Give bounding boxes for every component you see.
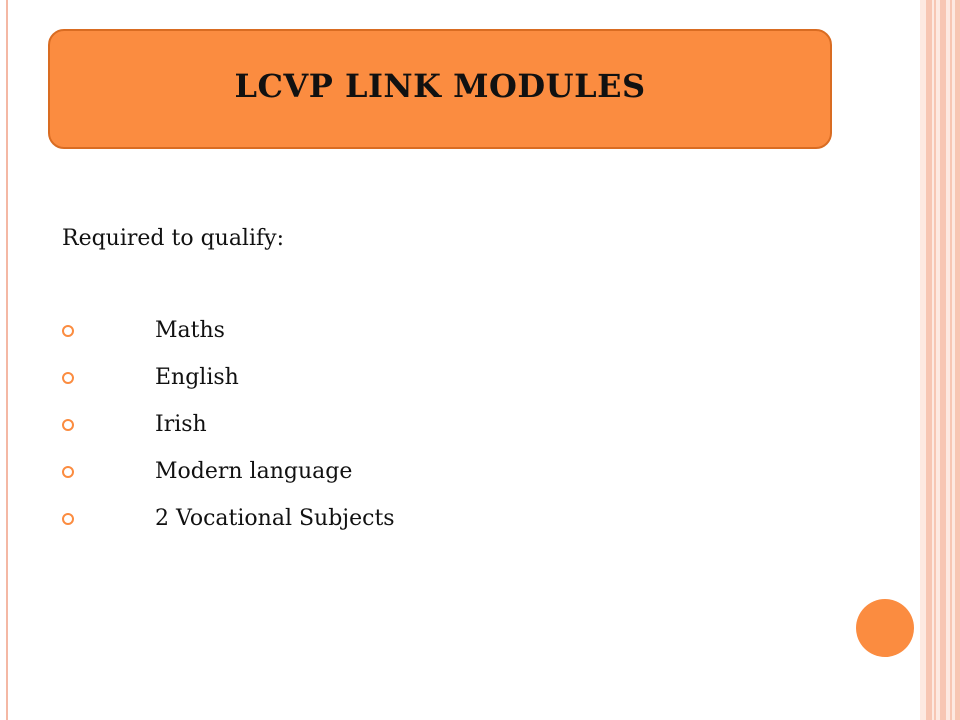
bullet-icon <box>62 513 74 525</box>
bullet-icon <box>62 466 74 478</box>
decorative-stripe <box>926 0 932 720</box>
list-item <box>62 457 662 504</box>
list-item <box>62 363 662 410</box>
title-box <box>48 29 832 149</box>
decorative-stripe <box>940 0 946 720</box>
bullet-list <box>62 316 662 551</box>
bullet-icon <box>62 372 74 384</box>
slide-title: LCVP LINK MODULES <box>234 67 646 105</box>
right-decorative-stripes <box>920 0 960 720</box>
decorative-stripe <box>955 0 960 720</box>
list-item-label: Maths <box>155 318 225 343</box>
decorative-stripe <box>934 0 936 720</box>
list-item <box>62 410 662 457</box>
intro-text: Required to qualify: <box>62 226 284 251</box>
list-item-label: 2 Vocational Subjects <box>155 506 395 531</box>
bullet-icon <box>62 325 74 337</box>
list-item-label: English <box>155 365 239 390</box>
list-item-label: Irish <box>155 412 207 437</box>
list-item <box>62 316 662 363</box>
decorative-stripe <box>950 0 952 720</box>
left-frame-line <box>6 0 8 720</box>
list-item-label: Modern language <box>155 459 353 484</box>
bullet-icon <box>62 419 74 431</box>
orange-circle-decoration <box>856 599 914 657</box>
list-item <box>62 504 662 551</box>
